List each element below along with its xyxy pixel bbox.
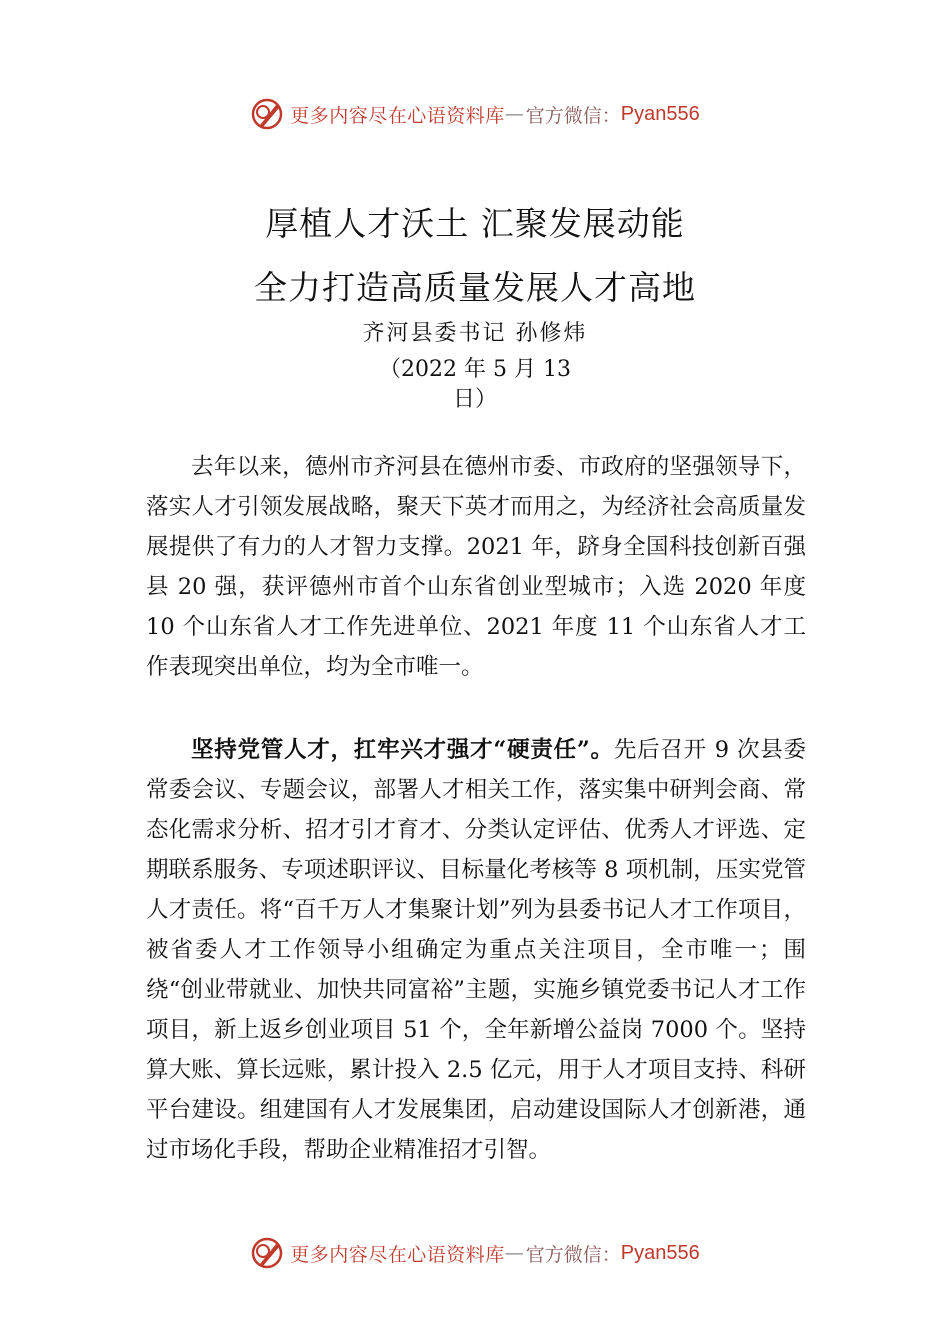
pen-logo-icon [250,1236,284,1270]
banner-separator: — [504,1242,524,1264]
paragraph-intro: 去年以来，德州市齐河县在德州市委、市政府的坚强领导下，落实人才引领发展战略，聚天下英才而用之，为经济社会高质量发展提供了有力的人才智力支撑。2021 年，跻身全国科技创新百强县 20 强，获评德州市首个山东省创业型城市；入选 2020 年度 10 个山东省人才工作先进单位、2021 年度 11 个山东省人才工作表现突出单位，均为全市唯一。 [146,454,806,680]
banner-wechat-label: 官方微信： [525,1243,621,1266]
paragraph-party-talent [146,730,806,1170]
banner-text: 更多内容尽在心语资料库 [290,104,505,127]
banner-text: 更多内容尽在心语资料库 [290,1243,505,1266]
footer-banner [0,1233,950,1273]
paragraph-lead: 坚持党管人才，扛牢兴才强才“硬责任”。 [191,737,614,763]
date-line-1: （2022 年 5 月 13 [379,357,571,382]
title-line-2: 全力打造高质量发展人才高地 [254,268,696,307]
banner-wechat-id: Pyan556 [620,102,700,125]
pen-logo-icon [250,97,284,131]
banner-wechat-id: Pyan556 [620,1241,700,1264]
header-banner [0,94,950,134]
paragraph-body: 先后召开 9 次县委常委会议、专题会议，部署人才相关工作，落实集中研判会商、常态化需求分析、招才引才育才、分类认定评估、优秀人才评选、定期联系服务、专项述职评议、目标量化考核等 8 项机制，压实党管人才责任。将“百千万人才集聚计划”列为县委书记人才工作项目，被省委人才工作领导小组确定为重点关注项目，全市唯一；围绕“创业带就业、加快共同富裕”主题，实施乡镇党委书记人才工作项目，新上返乡创业项目 51 个，全年新增公益岗 7000 个。坚持算大账、算长远账，累计投入 2.5 亿元，用于人才项目支持、科研平台建设。组建国有人才发展集团，启动建设国际人才创新港，通过市场化手段，帮助企业精准招才引智。 [146,737,807,1163]
author-line: 齐河县委书记 孙修炜 [362,321,588,346]
title-line-1: 厚植人才沃土 汇聚发展动能 [265,204,685,243]
banner-separator: — [504,103,524,125]
date-line-2: 日） [452,387,497,412]
banner-wechat-label: 官方微信： [525,104,621,127]
